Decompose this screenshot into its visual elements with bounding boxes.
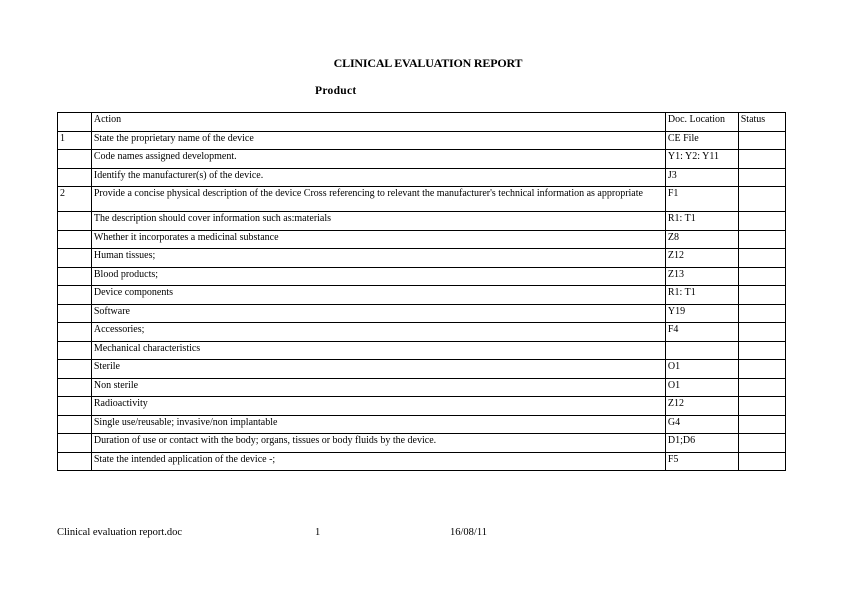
doc-location-cell: R1: T1 bbox=[665, 212, 738, 231]
footer-date: 16/08/11 bbox=[450, 527, 487, 538]
doc-location-cell: Z8 bbox=[665, 230, 738, 249]
status-cell bbox=[738, 212, 785, 231]
action-cell: Device components bbox=[91, 286, 665, 305]
status-cell bbox=[738, 286, 785, 305]
row-number-cell bbox=[58, 397, 92, 416]
action-cell: The description should cover information such as:materials bbox=[91, 212, 665, 231]
status-cell bbox=[738, 304, 785, 323]
doc-location-cell bbox=[665, 341, 738, 360]
status-cell bbox=[738, 452, 785, 471]
doc-location-cell: F4 bbox=[665, 323, 738, 342]
status-cell bbox=[738, 150, 785, 169]
status-cell bbox=[738, 230, 785, 249]
action-cell: Identify the manufacturer(s) of the device. bbox=[91, 168, 665, 187]
doc-location-cell: O1 bbox=[665, 378, 738, 397]
doc-location-cell: Z12 bbox=[665, 249, 738, 268]
header-status: Status bbox=[738, 113, 785, 132]
table-body bbox=[58, 131, 786, 471]
status-cell bbox=[738, 341, 785, 360]
action-cell: Sterile bbox=[91, 360, 665, 379]
doc-location-cell: F5 bbox=[665, 452, 738, 471]
row-number-cell bbox=[58, 360, 92, 379]
row-number-cell bbox=[58, 212, 92, 231]
action-cell: Blood products; bbox=[91, 267, 665, 286]
doc-location-cell: G4 bbox=[665, 415, 738, 434]
action-cell: Radioactivity bbox=[91, 397, 665, 416]
status-cell bbox=[738, 434, 785, 453]
table-row bbox=[58, 187, 786, 212]
table-row bbox=[58, 150, 786, 169]
row-number-cell bbox=[58, 452, 92, 471]
doc-location-cell: R1: T1 bbox=[665, 286, 738, 305]
action-cell: Accessories; bbox=[91, 323, 665, 342]
doc-location-cell: D1;D6 bbox=[665, 434, 738, 453]
action-cell: State the proprietary name of the device bbox=[91, 131, 665, 150]
header-action: Action bbox=[91, 113, 665, 132]
row-number-cell bbox=[58, 286, 92, 305]
status-cell bbox=[738, 415, 785, 434]
doc-location-cell: Z13 bbox=[665, 267, 738, 286]
table-row bbox=[58, 378, 786, 397]
header-doc-location: Doc. Location bbox=[665, 113, 738, 132]
row-number-cell bbox=[58, 230, 92, 249]
action-cell: Human tissues; bbox=[91, 249, 665, 268]
action-cell: Duration of use or contact with the body; organs, tissues or body fluids by the device. bbox=[91, 434, 665, 453]
table-header-row bbox=[58, 113, 786, 132]
status-cell bbox=[738, 187, 785, 212]
row-number-cell: 1 bbox=[58, 131, 92, 150]
evaluation-table bbox=[57, 112, 786, 471]
row-number-cell bbox=[58, 249, 92, 268]
action-cell: Provide a concise physical description of the device Cross referencing to relevant the manufacturer's technical information as appropriate bbox=[91, 187, 665, 212]
doc-location-cell: Z12 bbox=[665, 397, 738, 416]
document-subtitle: Product bbox=[315, 85, 357, 97]
doc-location-cell: CE File bbox=[665, 131, 738, 150]
status-cell bbox=[738, 378, 785, 397]
table-row bbox=[58, 230, 786, 249]
status-cell bbox=[738, 249, 785, 268]
row-number-cell bbox=[58, 150, 92, 169]
table-row bbox=[58, 131, 786, 150]
row-number-cell bbox=[58, 267, 92, 286]
table-row bbox=[58, 267, 786, 286]
doc-location-cell: F1 bbox=[665, 187, 738, 212]
row-number-cell bbox=[58, 168, 92, 187]
row-number-cell: 2 bbox=[58, 187, 92, 212]
doc-location-cell: Y19 bbox=[665, 304, 738, 323]
row-number-cell bbox=[58, 304, 92, 323]
action-cell: Software bbox=[91, 304, 665, 323]
status-cell bbox=[738, 360, 785, 379]
footer-filename: Clinical evaluation report.doc bbox=[57, 527, 183, 538]
status-cell bbox=[738, 168, 785, 187]
table-row bbox=[58, 397, 786, 416]
table-row bbox=[58, 249, 786, 268]
action-cell: Single use/reusable; invasive/non implantable bbox=[91, 415, 665, 434]
header-num bbox=[58, 113, 92, 132]
row-number-cell bbox=[58, 341, 92, 360]
table-row bbox=[58, 360, 786, 379]
table-row bbox=[58, 452, 786, 471]
action-cell: Whether it incorporates a medicinal substance bbox=[91, 230, 665, 249]
status-cell bbox=[738, 397, 785, 416]
doc-location-cell: O1 bbox=[665, 360, 738, 379]
row-number-cell bbox=[58, 434, 92, 453]
table-row bbox=[58, 286, 786, 305]
table-row bbox=[58, 323, 786, 342]
table-row bbox=[58, 434, 786, 453]
status-cell bbox=[738, 267, 785, 286]
action-cell: Code names assigned development. bbox=[91, 150, 665, 169]
status-cell bbox=[738, 323, 785, 342]
status-cell bbox=[738, 131, 785, 150]
action-cell: Mechanical characteristics bbox=[91, 341, 665, 360]
document-title: CLINICAL EVALUATION REPORT bbox=[333, 56, 523, 70]
footer-page-number: 1 bbox=[315, 527, 321, 538]
doc-location-cell: J3 bbox=[665, 168, 738, 187]
table-row bbox=[58, 341, 786, 360]
row-number-cell bbox=[58, 415, 92, 434]
table-row bbox=[58, 415, 786, 434]
row-number-cell bbox=[58, 378, 92, 397]
table-row bbox=[58, 168, 786, 187]
row-number-cell bbox=[58, 323, 92, 342]
doc-location-cell: Y1: Y2: Y11 bbox=[665, 150, 738, 169]
action-cell: Non sterile bbox=[91, 378, 665, 397]
action-cell: State the intended application of the device -; bbox=[91, 452, 665, 471]
table-row bbox=[58, 304, 786, 323]
table-row bbox=[58, 212, 786, 231]
